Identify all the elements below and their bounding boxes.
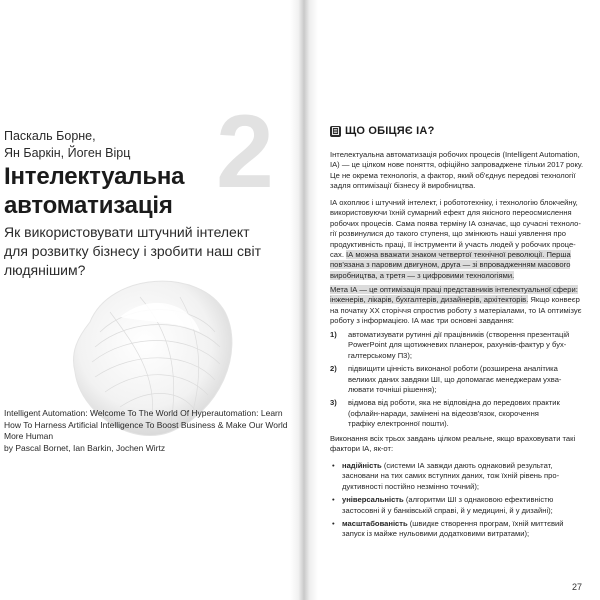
list-item: [330, 364, 594, 395]
list-item-text: [342, 519, 594, 540]
text-fragment: Якщо конвеєр: [528, 295, 580, 305]
text-fragment: (алгоритми ШІ з однаковою ефективністю: [403, 495, 554, 505]
text-line: робочих процесів. Сама поява терміну ІА означає, що сучасні техноло-: [330, 218, 581, 228]
text-line: [330, 285, 594, 295]
document-icon: [330, 126, 341, 137]
text-line: автоматизувати рутинні дії працівників (створення презентацій: [348, 330, 570, 339]
text-fragment: (системи ІА завжди дають однаковий результат,: [381, 461, 553, 470]
highlighted-text: ІА можна вважати знаком четвертої технічної революції. Перша: [346, 250, 571, 260]
text-line: [342, 461, 594, 471]
text-line: роботу з інформацією. ІА має три основні завдання:: [330, 316, 514, 326]
text-line: використовуючи їхній сумарний ефект для якісного переосмислення: [330, 208, 572, 218]
book-reference-line: by Pascal Bornet, Ian Barkin, Jochen Wirtz: [4, 442, 166, 453]
subtitle-line: Як використовувати штучний інтелект: [4, 224, 250, 240]
left-page: [0, 0, 298, 600]
chapter-number: 2: [216, 94, 274, 210]
list-item-text: [348, 330, 594, 361]
text-line: великих даних завдяки ШІ, що допомагає менеджерам ухва-: [348, 374, 562, 384]
author-line: Ян Баркін, Йоген Вірц: [4, 146, 131, 160]
text-fragment: (швидке створення програм, їхній миттєвий: [407, 519, 564, 529]
text-line: PowerPoint для щотижневих планерок, рахунків-фактур у бух-: [348, 340, 567, 350]
text-line: запуск із майже нульовими додатковими витратами);: [342, 529, 530, 539]
text-line: продуктивність праці, її інструменти й участь людей у робочих проце-: [330, 239, 576, 249]
text-line: Виконання всіх трьох завдань цілком реальне, якщо враховувати такі: [330, 434, 576, 443]
text-line: галтерському П3);: [348, 350, 413, 360]
book-reference-line: How To Harness Artificial Intelligence To Boost Business & Make Our World: [4, 419, 288, 430]
section-heading: [330, 124, 434, 138]
list-number: 1): [330, 330, 337, 339]
book-reference-line: Intelligent Automation: Welcome To The World Of Hyperautomation: Learn: [4, 408, 283, 418]
author-line: Паскаль Борне,: [4, 129, 96, 143]
text-line: [330, 271, 594, 281]
text-line: ІА охоплює і штучний інтелект, і робототехніку, і технологію блокчейну,: [330, 198, 578, 207]
highlighted-text: пов'язана з паровим двигуном, друга — зі впровадженням масового: [330, 260, 571, 270]
chapter-title: [4, 162, 244, 220]
text-line: [330, 295, 594, 305]
text-line: (офлайн-наради, замінені на відеозв'язок, скорочення: [348, 408, 539, 418]
chapter-title-line: автоматизація: [4, 192, 173, 219]
text-line: підвищити цінність виконаної роботи (розширена аналітика: [348, 364, 558, 374]
paragraph-factors-intro: [330, 434, 594, 455]
text-line: на початку XX сторіччя спростив роботу з матеріалами, то ІА оптимізує: [330, 305, 582, 315]
highlighted-text: інженерів, лікарів, бухгалтерів, дизайнерів, архітекторів.: [330, 295, 529, 305]
text-fragment: сах.: [330, 250, 347, 260]
list-number: 2): [330, 364, 337, 374]
subtitle-line: людянішим?: [4, 262, 86, 278]
factor-term: універсальність: [342, 495, 404, 505]
text-line: Це не окрема технологія, а фактор, який об'єднує передові технології: [330, 170, 576, 180]
text-line: лювати точніші рішення);: [348, 385, 437, 395]
highlighted-text: Мета ІА — це оптимізація праці представників інтелектуальної сфери:: [330, 285, 578, 294]
text-line: застосовні й у банківській справі, й у медицині, й у дизайні);: [342, 505, 553, 515]
paragraph-ia-goal: [330, 285, 594, 327]
book-reference-line: More Human: [4, 431, 54, 441]
list-item-text: [342, 495, 594, 516]
list-item: [330, 495, 594, 516]
authors: [4, 128, 234, 162]
text-line: Інтелектуальна автоматизація робочих процесів (Intelligent Automation,: [330, 150, 580, 159]
text-line: гії розвинулися до такого ступеня, що змінюють наші уявлення про: [330, 229, 566, 239]
text-line: [342, 495, 594, 505]
paragraph-intro: [330, 150, 594, 192]
text-line: [330, 250, 594, 260]
text-line: засновани на тих самих вступних даних, тож їхній рівень про-: [342, 471, 560, 481]
text-line: фактори ІА, як-от:: [330, 444, 394, 454]
text-line: IA) — це цілком нове поняття, офіційно запроваджене тільки 2017 року.: [330, 160, 584, 170]
list-item-text: [348, 364, 594, 395]
list-item-text: [342, 461, 594, 492]
task-list: [330, 330, 594, 430]
list-item: [330, 398, 594, 429]
book-gutter: [290, 0, 318, 600]
right-page: [318, 0, 600, 600]
bullet: •: [332, 495, 335, 505]
section-title: ЩО ОБІЦЯЄ ІА?: [345, 125, 435, 137]
page-number: 27: [572, 582, 583, 592]
list-item: [330, 519, 594, 540]
text-line: відмова від роботи, яка не відповідна до передових практик: [348, 398, 560, 408]
factors-list: [330, 461, 594, 540]
bullet: •: [332, 461, 335, 470]
chapter-title-line: Інтелектуальна: [4, 163, 185, 190]
list-item: [330, 461, 594, 492]
text-line: [330, 260, 594, 270]
bullet: •: [332, 519, 335, 529]
book-reference: [4, 408, 296, 454]
highlighted-text: виробництва, а третя — з цифровими технологіями.: [330, 270, 515, 280]
list-item: [330, 330, 594, 361]
text-line: задля оптимізації бізнесу й виробництва.: [330, 181, 476, 191]
list-item-text: [348, 398, 594, 429]
factor-term: надійність: [342, 461, 382, 470]
text-line: дуктивності постійно незмінно точний);: [342, 481, 480, 491]
factor-term: масштабованість: [342, 519, 408, 529]
text-line: [342, 519, 594, 529]
subtitle-line: для розвитку бізнесу і зробити наш світ: [4, 243, 261, 259]
text-line: трафіку електронної пошти).: [348, 419, 449, 429]
paragraph-ia-scope: [330, 198, 594, 281]
list-number: 3): [330, 398, 337, 408]
